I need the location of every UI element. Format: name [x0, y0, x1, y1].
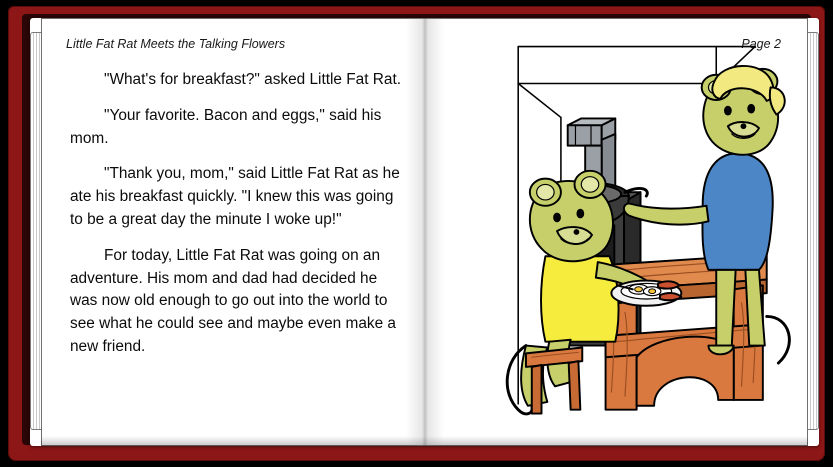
- story-text: [70, 69, 403, 372]
- page-stack-edge-right: [807, 32, 819, 430]
- book-running-title: Little Fat Rat Meets the Talking Flowers: [66, 37, 286, 51]
- left-page: [41, 18, 425, 446]
- story-paragraph: "Thank you, mom," said Little Fat Rat as he ate his breakfast quickly. "I knew this was going to be a great day the minute I woke up!": [70, 165, 400, 228]
- open-book-pages: [30, 18, 819, 446]
- story-paragraph: "Your favorite. Bacon and eggs," said his mom.: [70, 106, 382, 147]
- right-page: [425, 18, 809, 446]
- kitchen-scene-illustration: [425, 19, 808, 445]
- story-paragraph: "What's for breakfast?" asked Little Fat Rat.: [104, 71, 402, 88]
- book-cover: [8, 6, 825, 461]
- page-number: Page 2: [741, 37, 781, 51]
- story-paragraph: For today, Little Fat Rat was going on an adventure. His mom and dad had decided he was now old enough to go out into the world to see what he could see and maybe even make a new friend.: [70, 246, 396, 355]
